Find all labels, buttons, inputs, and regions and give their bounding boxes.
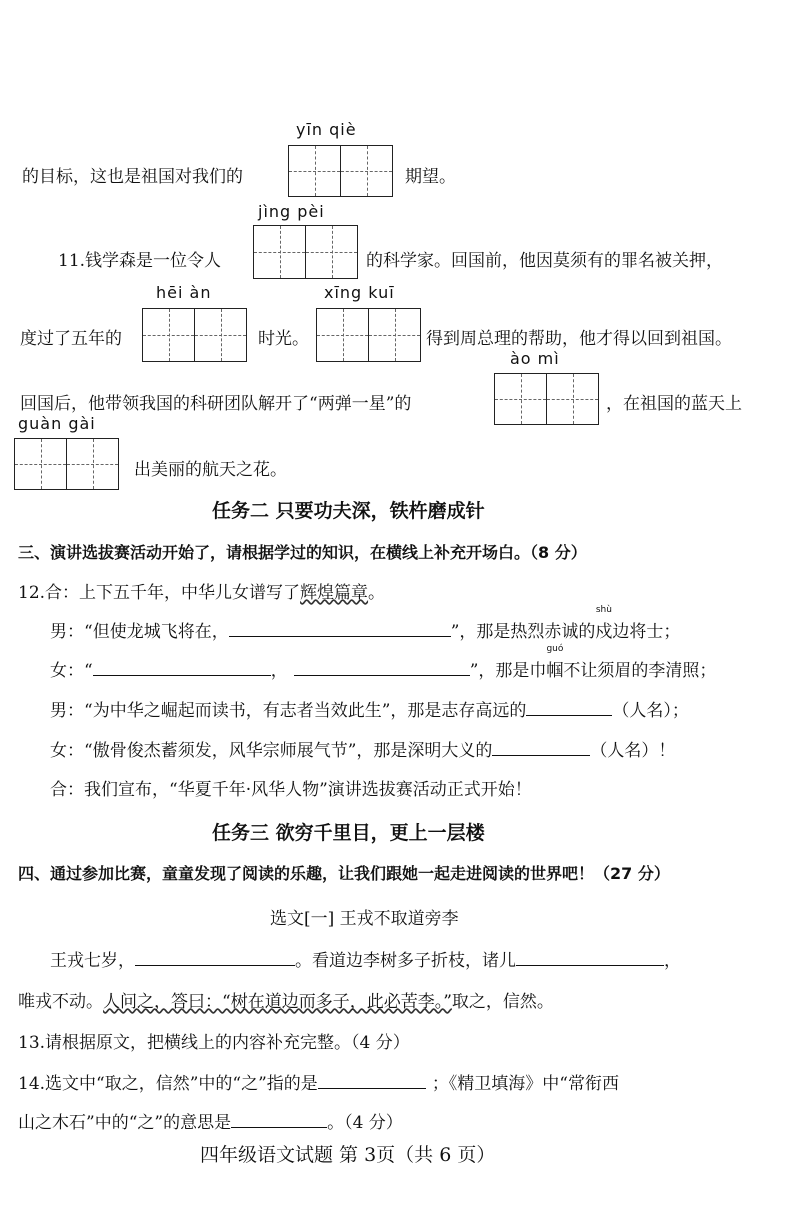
char-box-heian[interactable] [142, 308, 247, 362]
line1-before: 的目标，这也是祖国对我们的 [22, 167, 243, 187]
q11-after5: 出美丽的航天之花。 [134, 460, 287, 480]
pinyin-heian: hēi àn [156, 283, 212, 302]
ruby-shu-char: 戍 [595, 622, 613, 642]
blank-passage-2[interactable] [516, 947, 664, 966]
q11-after1: 的科学家。回国前，他因莫须有的罪名被关押， [366, 251, 723, 271]
passage-line1-b: 。看道边李树多子折枝，诸儿 [295, 951, 516, 971]
q12-female1-d: 不让须眉的李清照； [563, 661, 717, 681]
q12-female1-a: 女：“ [50, 661, 93, 681]
q12-male1-c: 边将士； [612, 622, 681, 642]
line1-after: 期望。 [405, 167, 456, 187]
q12-female1 [50, 644, 717, 681]
blank-male1[interactable] [229, 618, 451, 637]
q12-male1-a: 男：“但使龙城飞将在， [50, 622, 229, 642]
passage-line2-b: 取之，信然。 [451, 992, 554, 1012]
q12-female2 [50, 736, 675, 761]
ruby-shu [595, 605, 613, 642]
pinyin-guangai: guàn gài [18, 414, 96, 433]
pinyin-xingkui: xīng kuī [324, 283, 395, 302]
passage-line2-a: 唯戎不动。 [18, 992, 103, 1012]
q12-female1-b: ， [270, 661, 288, 681]
q12-intro-prefix: 12.合：上下五千年，中华儿女谱写了 [18, 583, 301, 603]
q14-line1-b: ；《精卫填海》中“常衔西 [431, 1074, 620, 1094]
blank-female2[interactable] [492, 737, 590, 756]
blank-passage-1[interactable] [135, 947, 295, 966]
pinyin-aomi: ào mì [510, 349, 560, 368]
task2-title: 任务二 只要功夫深，铁杵磨成针 [212, 500, 485, 522]
q11-before: 11.钱学森是一位令人 [58, 251, 222, 271]
q14-line1-a: 14.选文中“取之，信然”中的“之”指的是 [18, 1074, 318, 1094]
ruby-guo [546, 644, 564, 681]
char-box-xingkui[interactable] [316, 308, 421, 362]
q13-text: 13.请根据原文，把横线上的内容补充完整。（4 分） [18, 1033, 410, 1053]
passage-line2-wavy: 人问之，答曰：“树在道边而多子，此必苦李。” [103, 992, 452, 1012]
sec3-title: 三、演讲选拔赛活动开始了，请根据学过的知识，在横线上补充开场白。（8 分） [18, 543, 587, 562]
task3-title: 任务三 欲穷千里目，更上一层楼 [212, 822, 485, 844]
char-box-jingpei[interactable] [253, 225, 358, 279]
q11-after3: 得到周总理的帮助，他才得以回到祖国。 [426, 329, 732, 349]
page-footer: 四年级语文试题 第 3页（共 6 页） [200, 1144, 496, 1166]
q12-male2-b: （人名）； [612, 701, 689, 721]
ruby-guo-char: 帼 [546, 661, 564, 681]
q11-mid2: 时光。 [258, 329, 309, 349]
pinyin-yinqie: yīn qiè [296, 120, 357, 139]
char-box-aomi[interactable] [494, 373, 599, 425]
q12-intro [18, 578, 385, 603]
passage-line1-c: ， [664, 951, 681, 971]
blank-male2[interactable] [526, 697, 612, 716]
q11-line2-before: 度过了五年的 [20, 329, 122, 349]
blank-q14-1[interactable] [318, 1070, 426, 1089]
blank-female1-b[interactable] [294, 657, 470, 676]
q11-line3-before: 回国后，他带领我国的科研团队解开了“两弹一星”的 [20, 394, 412, 414]
passage-line1-a: 王戎七岁， [50, 951, 135, 971]
q12-male2 [50, 696, 689, 721]
q12-closing: 合：我们宣布，“华夏千年·风华人物”演讲选拔赛活动正式开始！ [50, 780, 532, 800]
q12-female2-b: （人名）！ [590, 741, 676, 761]
pinyin-jingpei: jìng pèi [258, 202, 325, 221]
char-box-guangai[interactable] [14, 438, 119, 490]
q12-male2-a: 男：“为中华之崛起而读书，有志者当效此生”，那是志存高远的 [50, 701, 527, 721]
q12-male1 [50, 605, 681, 642]
q14-line1 [18, 1069, 619, 1094]
blank-female1-a[interactable] [93, 657, 271, 676]
blank-q14-2[interactable] [231, 1109, 327, 1128]
q12-female1-c: ”，那是巾 [469, 661, 547, 681]
ruby-guo-pinyin: guó [546, 644, 564, 654]
q14-line2-b: 。（4 分） [327, 1113, 403, 1133]
passage-heading: 选文[一] 王戎不取道旁李 [270, 909, 459, 929]
char-box-yinqie[interactable] [288, 145, 393, 197]
sec4-title: 四、通过参加比赛，童童发现了阅读的乐趣，让我们跟她一起走进阅读的世界吧！（27 分） [18, 864, 670, 883]
passage-line2 [18, 987, 554, 1012]
passage-line1 [50, 946, 681, 971]
q12-female2-a: 女：“傲骨俊杰蓄须发，风华宗师展气节”，那是深明大义的 [50, 741, 493, 761]
q12-intro-wavy: 辉煌篇章 [300, 583, 369, 603]
ruby-shu-pinyin: shù [595, 605, 612, 615]
q14-line2 [18, 1108, 403, 1133]
q14-line2-a: 山之木石”中的“之”的意思是 [18, 1113, 232, 1133]
q12-intro-suffix: 。 [368, 583, 386, 603]
q11-after4: ，在祖国的蓝天上 [606, 394, 742, 414]
q12-male1-b: ”，那是热烈赤诚的 [450, 622, 596, 642]
